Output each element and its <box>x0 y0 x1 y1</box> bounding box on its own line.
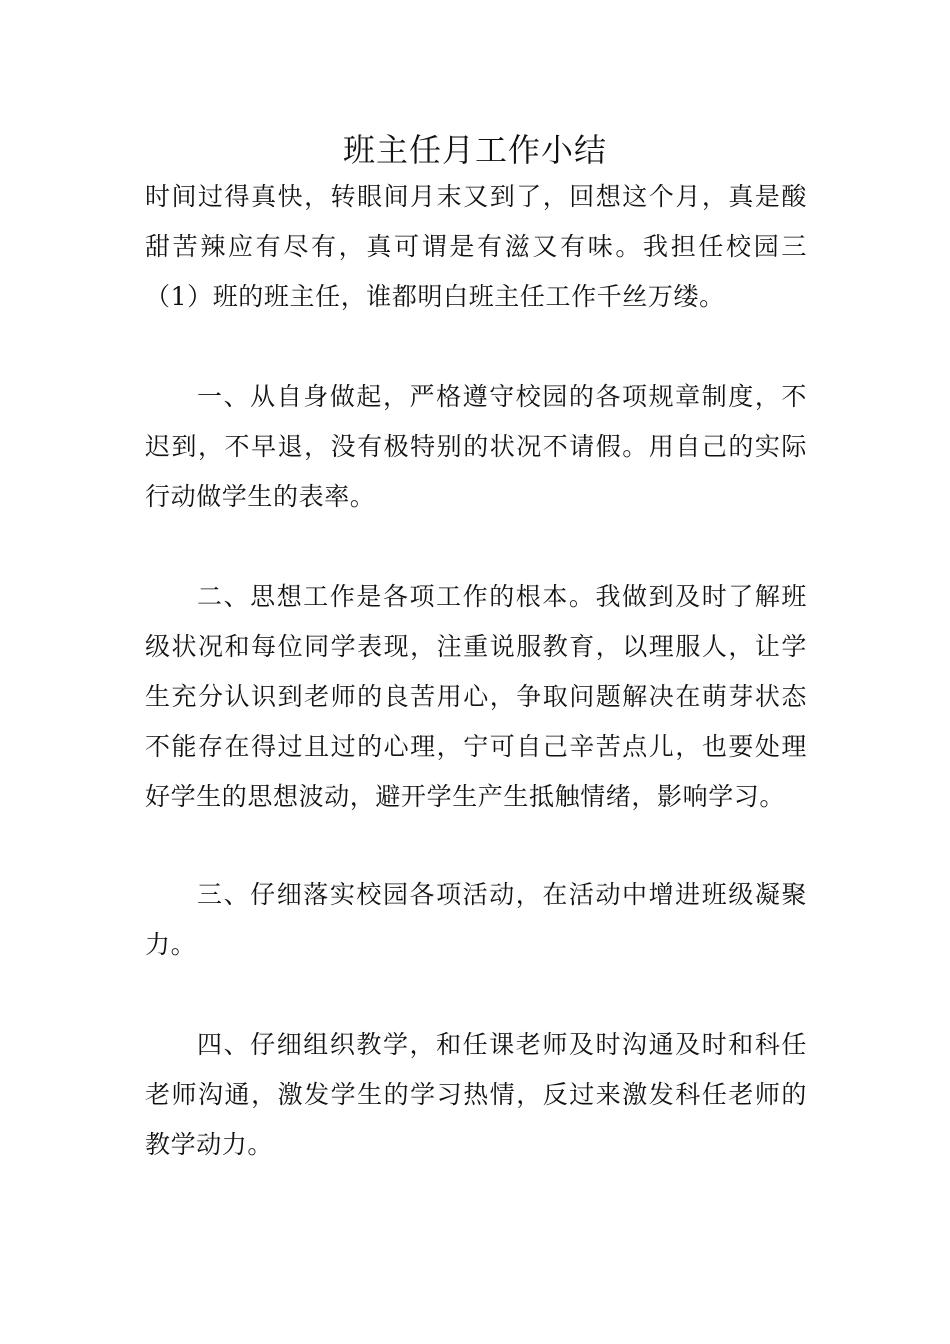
document-title: 班主任月工作小结 <box>342 131 607 169</box>
paragraph-intro: 时间过得真快，转眼间月末又到了，回想这个月，真是酸甜苦辣应有尽有，真可谓是有滋又有味。我担任校园三（1）班的班主任，谁都明白班主任工作千丝万缕。 <box>145 182 807 311</box>
paragraph-point-1: 一、从自身做起，严格遵守校园的各项规章制度，不迟到，不早退，没有极特别的状况不请假。用自己的实际行动做学生的表率。 <box>145 382 807 511</box>
paragraph-point-2: 二、思想工作是各项工作的根本。我做到及时了解班级状况和每位同学表现，注重说服教育，以理服人，让学生充分认识到老师的良苦用心，争取问题解决在萌芽状态不能存在得过且过的心理，宁可自己辛苦点儿，也要处理好学生的思想波动，避开学生产生抵触情绪，影响学习。 <box>145 582 807 811</box>
paragraph-point-4: 四、仔细组织教学，和任课老师及时沟通及时和科任老师沟通，激发学生的学习热情，反过来激发科任老师的教学动力。 <box>145 1030 807 1159</box>
paragraph-point-3: 三、仔细落实校园各项活动，在活动中增进班级凝聚力。 <box>145 880 807 959</box>
